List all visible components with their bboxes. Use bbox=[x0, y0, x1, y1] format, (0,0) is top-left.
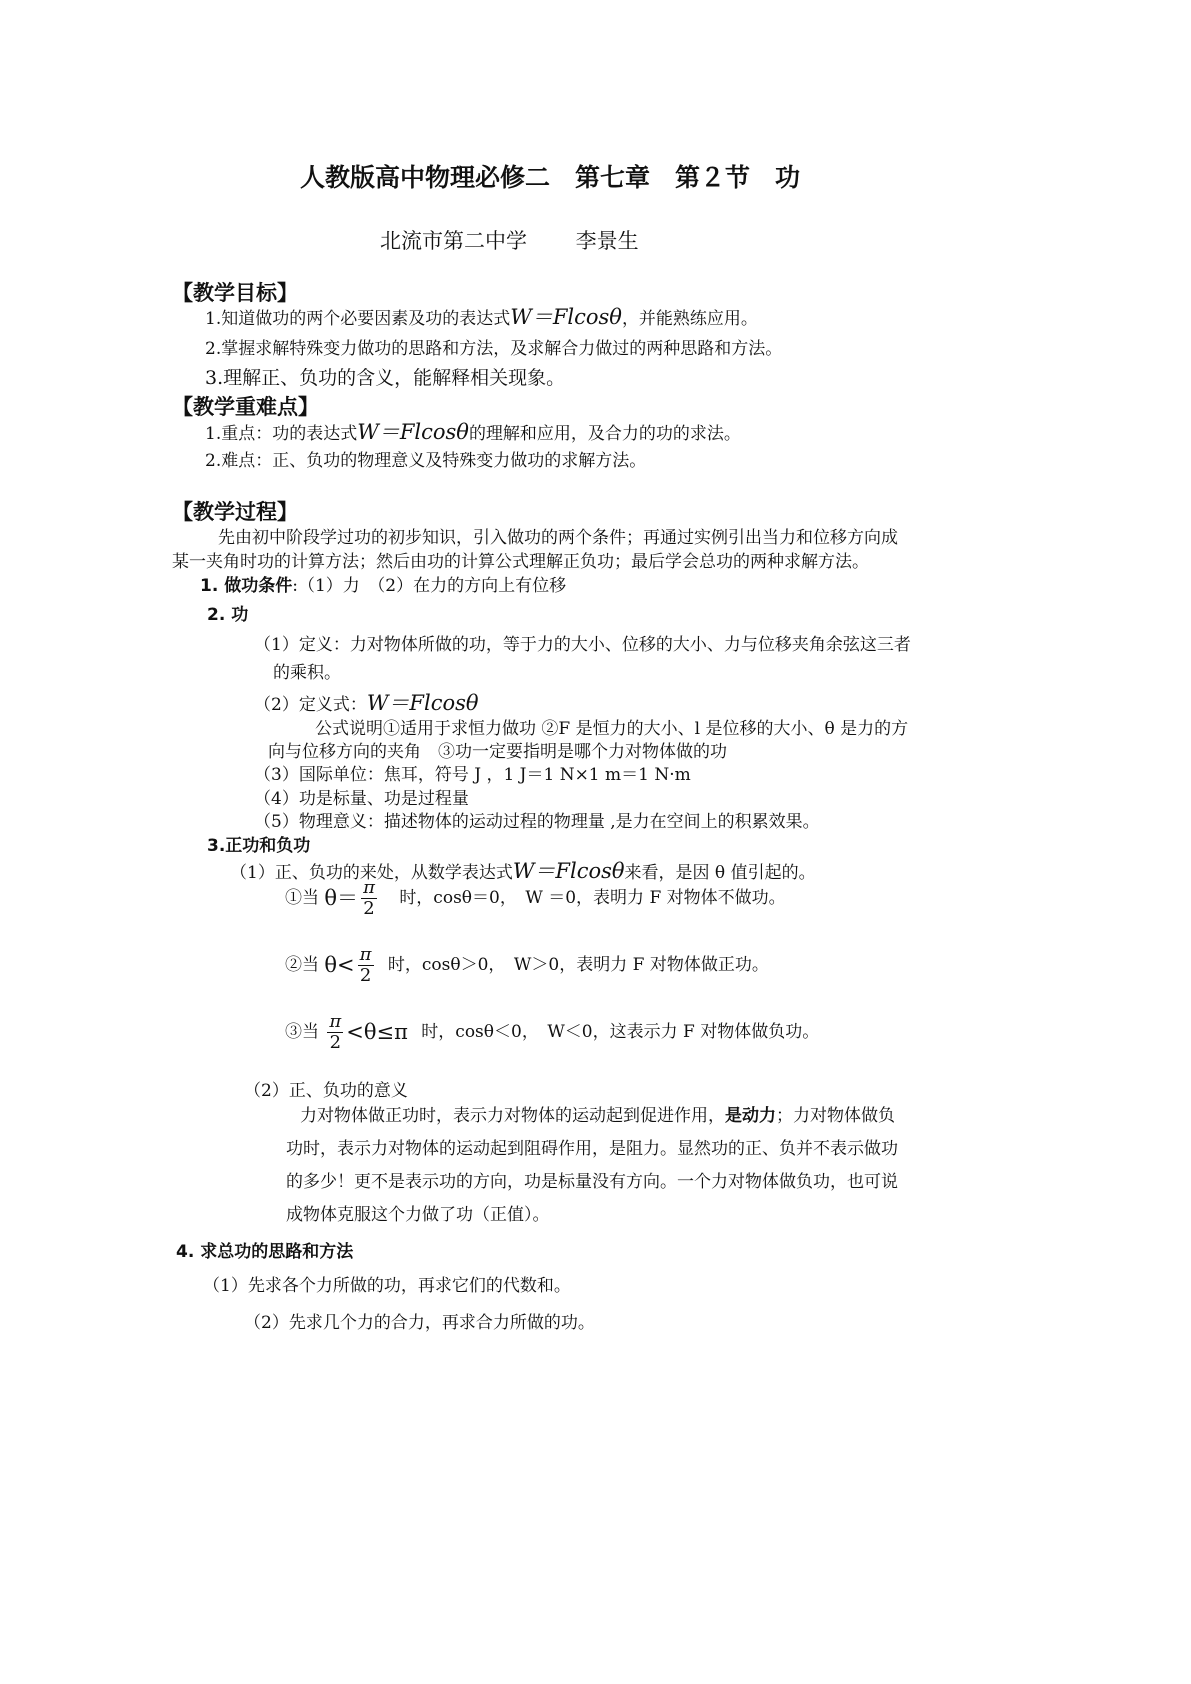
significance-line-1-text: 力对物体做正功时，表示力对物体的运动起到促进作用， bbox=[300, 1106, 725, 1126]
work-formula: W＝Flcosθ bbox=[512, 859, 625, 883]
process-heading: 【教学过程】 bbox=[172, 500, 298, 524]
case-3-marker: ③当 bbox=[285, 1021, 319, 1042]
scalar-note: （4）功是标量、功是过程量 bbox=[254, 789, 469, 809]
significance-line-4: 成物体克服这个力做了功（正值）。 bbox=[286, 1205, 550, 1225]
page-title: 人教版高中物理必修二 第七章 第２节 功 bbox=[300, 163, 801, 192]
case-2-marker: ②当 bbox=[285, 954, 319, 975]
origin-text: （1）正、负功的来处，从数学表达式 bbox=[230, 863, 513, 883]
case-3-text: 时，cosθ＜0， W＜0，这表示力 F 对物体做负功。 bbox=[421, 1021, 820, 1042]
section-2-label: 2. 功 bbox=[207, 605, 249, 625]
pi-over-2-fraction: $\frac{\pi}{2}$ bbox=[329, 1011, 342, 1053]
case-1-marker: ①当 bbox=[285, 887, 319, 908]
physical-meaning: （5）物理意义：描述物体的运动过程的物理量 ,是力在空间上的积累效果。 bbox=[254, 812, 820, 832]
objective-item-3: 3.理解正、负功的含义，能解释相关现象。 bbox=[205, 367, 566, 389]
significance-line-1 bbox=[300, 1101, 895, 1126]
keypoint-item-1-tail: 的理解和应用，及合力的功的求法。 bbox=[468, 424, 741, 444]
definition-line-1: （1）定义：力对物体所做的功，等于力的大小、位移的大小、力与位移夹角余弦这三者 bbox=[254, 635, 911, 655]
significance-heading: （2）正、负功的意义 bbox=[244, 1081, 408, 1101]
significance-bold-term: 是动力 bbox=[725, 1106, 776, 1126]
total-work-method-2: （2）先求几个力的合力，再求合力所做的功。 bbox=[244, 1313, 595, 1333]
case-3-condition: <θ≤π bbox=[346, 1019, 408, 1044]
si-unit: （3）国际单位：焦耳，符号 J ，1 J＝1 N×1 m＝1 N·m bbox=[254, 765, 691, 785]
author-line: 北流市第二中学 李景生 bbox=[380, 229, 639, 253]
intro-line-2: 某一夹角时功的计算方法；然后由功的计算公式理解正负功；最后学会总功的两种求解方法。 bbox=[172, 552, 869, 572]
section-3-label: 3.正功和负功 bbox=[207, 836, 311, 856]
total-work-method-1: （1）先求各个力所做的功，再求它们的代数和。 bbox=[203, 1276, 571, 1296]
significance-line-1-tail: ；力对物体做负 bbox=[776, 1106, 895, 1126]
objective-item-1-text: 1.知道做功的两个必要因素及功的表达式 bbox=[205, 309, 511, 329]
case-2 bbox=[285, 945, 769, 986]
section-1-label: 1. 做功条件 bbox=[200, 576, 293, 596]
formula-note-line-2: 向与位移方向的夹角 ③功一定要指明是哪个力对物体做的功 bbox=[268, 742, 727, 762]
case-2-condition: θ< bbox=[324, 952, 355, 977]
keypoint-item-2: 2.难点：正、负功的物理意义及特殊变力做功的求解方法。 bbox=[205, 451, 647, 471]
intro-line-1: 先由初中阶段学过功的初步知识，引入做功的两个条件；再通过实例引出当力和位移方向成 bbox=[218, 528, 898, 548]
definition-line-2: 的乘积。 bbox=[273, 663, 341, 683]
definition-formula-label: （2）定义式： bbox=[254, 695, 367, 715]
case-3 bbox=[285, 1012, 819, 1053]
formula-note-line-1: 公式说明①适用于求恒力做功 ②F 是恒力的大小、l 是位移的大小、θ 是力的方 bbox=[315, 719, 909, 739]
definition-formula-line bbox=[254, 687, 479, 717]
objectives-heading: 【教学目标】 bbox=[172, 281, 298, 305]
section-1 bbox=[200, 571, 566, 596]
case-2-text: 时，cosθ＞0， W＞0，表明力 F 对物体做正功。 bbox=[387, 954, 769, 975]
objective-item-2: 2.掌握求解特殊变力做功的思路和方法，及求解合力做过的两种思路和方法。 bbox=[205, 339, 783, 359]
section-1-text: :（1）力 （2）在力的方向上有位移 bbox=[292, 576, 567, 596]
case-1-condition: θ＝ bbox=[324, 885, 359, 910]
objective-item-1-tail: ，并能熟练应用。 bbox=[621, 309, 758, 329]
keypoint-item-1 bbox=[205, 416, 741, 446]
origin-tail: 来看，是因 θ 值引起的。 bbox=[624, 863, 816, 883]
section-4-label: 4. 求总功的思路和方法 bbox=[176, 1242, 354, 1262]
case-1 bbox=[285, 878, 786, 919]
keypoint-item-1-text: 1.重点：功的表达式 bbox=[205, 424, 358, 444]
pi-over-2-fraction: $\frac{\pi}{2}$ bbox=[363, 877, 375, 919]
pi-over-2-fraction: $\frac{\pi}{2}$ bbox=[359, 944, 372, 986]
objective-item-1 bbox=[205, 301, 758, 331]
keypoints-heading: 【教学重难点】 bbox=[172, 395, 319, 419]
work-formula: W＝Flcosθ bbox=[357, 420, 469, 444]
significance-line-3: 的多少！更不是表示功的方向，功是标量没有方向。一个力对物体做负功，也可说 bbox=[286, 1172, 898, 1192]
case-1-text: 时，cosθ＝0， W ＝0，表明力 F 对物体不做功。 bbox=[399, 887, 786, 908]
significance-line-2: 功时，表示力对物体的运动起到阻碍作用，是阻力。显然功的正、负并不表示做功 bbox=[286, 1139, 898, 1159]
work-formula: W＝Flcosθ bbox=[366, 691, 479, 715]
work-formula: W＝Flcosθ bbox=[510, 305, 622, 329]
